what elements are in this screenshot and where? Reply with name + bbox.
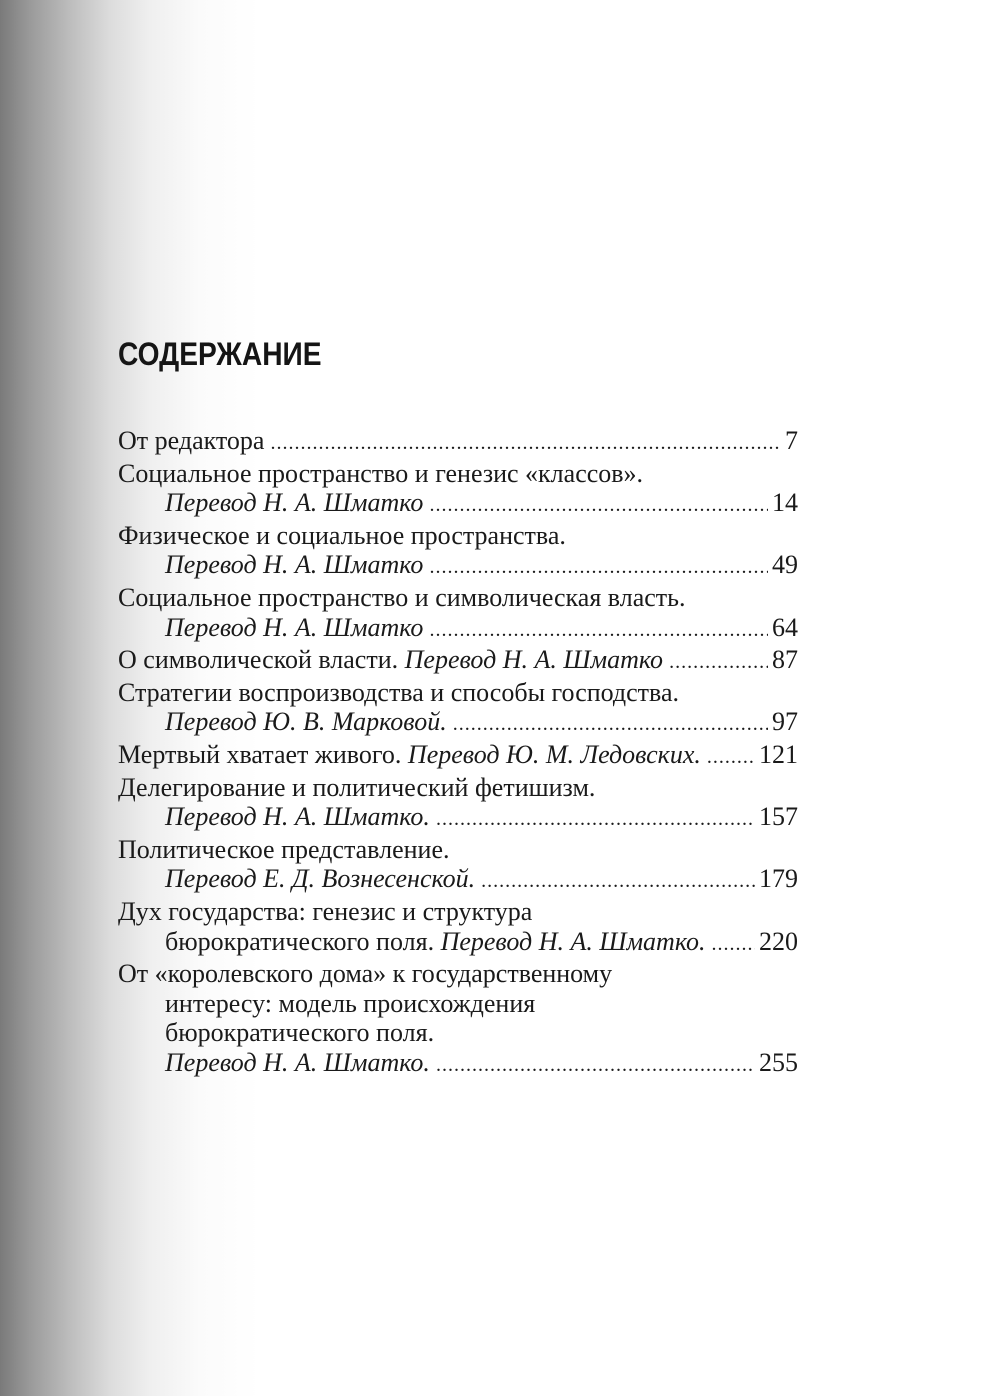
toc-entry-line bbox=[118, 1048, 798, 1081]
page-number: 179 bbox=[759, 864, 798, 894]
translator-credit: Перевод Е. Д. Вознесенской. bbox=[165, 864, 476, 894]
toc-line-text bbox=[165, 927, 706, 957]
page-number: 121 bbox=[759, 739, 798, 769]
chapter-title: Дух государства: генезис и структура bbox=[118, 896, 533, 926]
dot-leader bbox=[429, 616, 768, 646]
toc-title-line bbox=[118, 773, 798, 803]
page-number: 97 bbox=[772, 707, 798, 737]
toc-line-text bbox=[118, 773, 595, 803]
translator-credit: Перевод Ю. В. Марковой. bbox=[165, 707, 447, 737]
toc-entry-line bbox=[118, 488, 798, 521]
toc-line-text bbox=[165, 613, 423, 643]
dot-leader bbox=[669, 648, 768, 678]
toc-entry-line bbox=[118, 550, 798, 583]
toc-title-line bbox=[118, 989, 798, 1019]
toc-line-text bbox=[118, 959, 612, 989]
chapter-title: От редактора bbox=[118, 426, 265, 455]
toc-entry-line bbox=[118, 645, 798, 678]
toc-entry-line bbox=[118, 740, 798, 773]
page-number: 157 bbox=[759, 802, 798, 832]
toc-line-text bbox=[118, 583, 686, 613]
dot-leader bbox=[429, 491, 768, 521]
toc-title-line bbox=[118, 897, 798, 927]
chapter-title: бюрократического поля. bbox=[165, 926, 441, 956]
chapter-title: Делегирование и политический фетишизм. bbox=[118, 772, 596, 802]
toc-line-text bbox=[165, 707, 447, 737]
chapter-title: бюрократического поля. bbox=[165, 1018, 435, 1048]
toc-title-line bbox=[118, 583, 798, 613]
toc-line-text bbox=[118, 835, 450, 865]
dot-leader bbox=[712, 930, 755, 960]
dot-leader bbox=[453, 710, 768, 740]
dot-leader bbox=[429, 553, 768, 583]
translator-credit: Перевод Н. А. Шматко. bbox=[165, 802, 430, 832]
page-number: 49 bbox=[772, 550, 798, 580]
toc-entry-line bbox=[118, 426, 798, 459]
toc-line-text bbox=[165, 550, 423, 580]
table-of-contents bbox=[118, 426, 798, 1080]
toc-title-line bbox=[118, 521, 798, 551]
toc-entry-line bbox=[118, 613, 798, 646]
translator-credit: Перевод Н. А. Шматко bbox=[165, 612, 424, 642]
dot-leader bbox=[436, 805, 755, 835]
translator-credit: Перевод Н. А. Шматко. bbox=[165, 1047, 430, 1077]
dot-leader bbox=[707, 743, 755, 773]
toc-line-text bbox=[165, 1048, 430, 1078]
page-number: 64 bbox=[772, 612, 798, 642]
translator-credit: Перевод Ю. М. Ледовских. bbox=[407, 739, 701, 769]
chapter-title: Политическое представление. bbox=[118, 834, 450, 864]
dot-leader bbox=[436, 1051, 755, 1081]
page-title: СОДЕРЖАНИЕ bbox=[118, 336, 322, 372]
dot-leader bbox=[481, 867, 755, 897]
toc-line-text bbox=[165, 488, 423, 518]
toc-line-text bbox=[118, 740, 701, 770]
toc-entry-line bbox=[118, 927, 798, 960]
page-number: 87 bbox=[772, 645, 798, 675]
toc-entry-line bbox=[118, 707, 798, 740]
translator-credit: Перевод Н. А. Шматко bbox=[404, 645, 664, 675]
page-number: 255 bbox=[759, 1047, 798, 1077]
toc-line-text bbox=[118, 426, 264, 456]
toc-line-text bbox=[118, 459, 643, 489]
toc-line-text bbox=[165, 864, 475, 894]
toc-line-text bbox=[118, 521, 566, 551]
toc-line-text bbox=[165, 1018, 434, 1048]
chapter-title: Мертвый хватает живого. bbox=[118, 739, 408, 769]
translator-credit: Перевод Н. А. Шматко. bbox=[440, 926, 706, 956]
dot-leader bbox=[270, 429, 781, 459]
translator-credit: Перевод Н. А. Шматко bbox=[165, 488, 424, 518]
toc-title-line bbox=[118, 678, 798, 708]
chapter-title: От «королевского дома» к государственному bbox=[118, 959, 613, 989]
chapter-title: Социальное пространство и символическая власть. bbox=[118, 582, 686, 612]
toc-title-line bbox=[118, 459, 798, 489]
toc-line-text bbox=[165, 989, 535, 1019]
toc-line-text bbox=[118, 645, 663, 675]
chapter-title: Стратегии воспроизводства и способы господства. bbox=[118, 677, 680, 707]
toc-title-line bbox=[118, 959, 798, 989]
toc-entry-line bbox=[118, 802, 798, 835]
toc-line-text bbox=[118, 897, 532, 927]
page-number: 14 bbox=[772, 488, 798, 518]
toc-line-text bbox=[165, 802, 430, 832]
chapter-title: Физическое и социальное пространства. bbox=[118, 520, 566, 550]
chapter-title: Социальное пространство и генезис «классов». bbox=[118, 458, 644, 488]
page-number: 220 bbox=[759, 926, 798, 956]
page-number: 7 bbox=[785, 426, 798, 455]
toc-line-text bbox=[118, 678, 679, 708]
toc-title-line bbox=[118, 835, 798, 865]
toc-title-line bbox=[118, 1018, 798, 1048]
chapter-title: интересу: модель происхождения bbox=[165, 988, 536, 1018]
translator-credit: Перевод Н. А. Шматко bbox=[165, 550, 424, 580]
chapter-title: О символической власти. bbox=[118, 645, 405, 675]
toc-entry-line bbox=[118, 864, 798, 897]
